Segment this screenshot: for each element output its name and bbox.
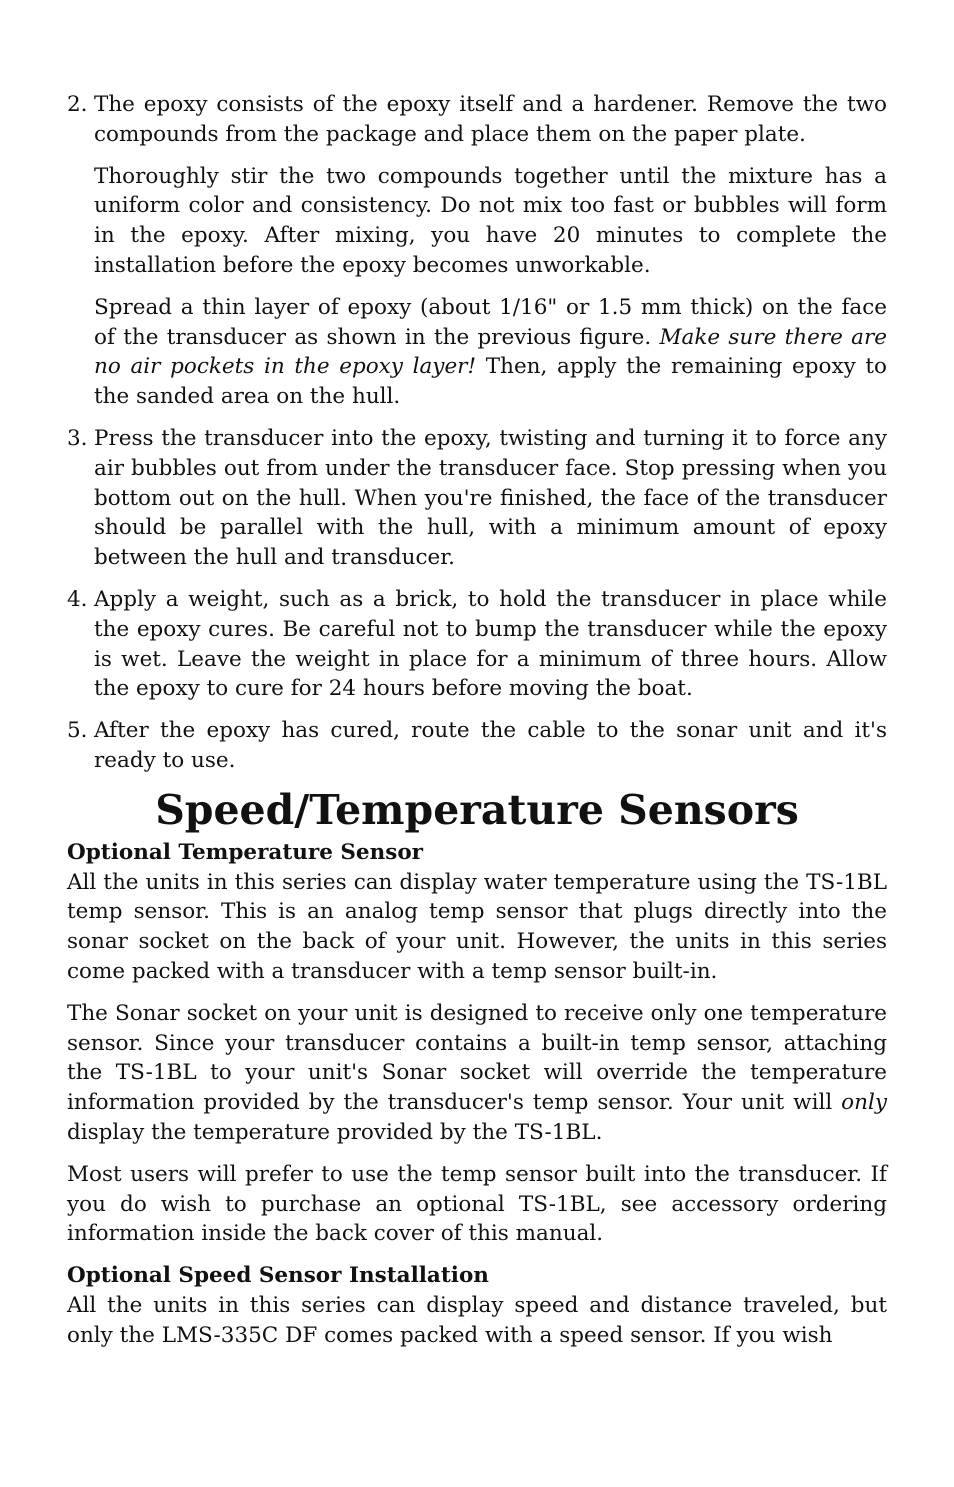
step-4-text: Apply a weight, such as a brick, to hold the transducer in place while the epoxy cures. Be careful not to bump the transducer while the epoxy is wet. Leave the weight in place for a minimum of three hours. Allow the epoxy to cure for 24 hours before moving the boat. <box>94 586 887 702</box>
temp-sensor-text-start: The Sonar socket on your unit is designed to receive only one temperature sensor. Since your transducer contains a built-in temp sensor, attaching the TS-1BL to your unit's Sonar socket will override the temperature information provided by the transducer's temp sensor. Your unit will <box>67 1000 887 1116</box>
air-pocket-warning: Make sure there are no air pockets in the epoxy layer! <box>94 324 887 380</box>
step-4 <box>67 585 887 704</box>
step-2-paragraph-1: The epoxy consists of the epoxy itself and a hardener. Remove the two compounds from the package and place them on the paper plate. <box>94 92 887 147</box>
step-number: 2. <box>67 92 88 117</box>
step-number: 5. <box>67 718 88 744</box>
step-5-text: After the epoxy has cured, route the cable to the sonar unit and it's ready to use. <box>94 718 887 773</box>
step-3-text: Press the transducer into the epoxy, twisting and turning it to force any air bubbles out from under the transducer face. Stop pressing when you bottom out on the hull. When you're finished, the face of the transducer should be parallel with the hull, with a minimum amount of epoxy between the hull and transducer. <box>94 425 887 571</box>
temp-sensor-paragraph-2 <box>67 999 887 1148</box>
temp-sensor-heading: Optional Temperature Sensor <box>67 839 424 865</box>
step-2-paragraph-2: Thoroughly stir the two compounds together until the mixture has a uniform color and consistency. Do not mix too fast or bubbles will form in the epoxy. After mixing, you have 20 minutes to complete the installation before the epoxy becomes unworkable. <box>94 163 887 278</box>
section-title: Speed/Temperature Sensors <box>155 785 799 834</box>
temp-sensor-paragraph-1: All the units in this series can display water temperature using the TS-1BL temp sensor. This is an analog temp sensor that plugs directly into the sonar socket on the back of your unit. However, the units in this series come packed with a transducer with a temp sensor built-in. <box>67 869 887 984</box>
speed-sensor-paragraph-1: All the units in this series can display speed and distance traveled, but only the LMS-335C DF comes packed with a speed sensor. If you wish <box>67 1292 887 1348</box>
manual-page <box>67 90 887 1350</box>
step-2-text-end: Then, apply the remaining epoxy to the sanded area on the hull. <box>94 354 887 410</box>
step-2 <box>67 90 887 412</box>
speed-sensor-heading: Optional Speed Sensor Installation <box>67 1263 489 1289</box>
step-2-text-start: Spread a thin layer of epoxy (about 1/16" or 1.5 mm thick) on the face of the transducer as shown in the previous figure. <box>94 294 887 350</box>
step-number: 3. <box>67 425 88 451</box>
temp-sensor-paragraph-3: Most users will prefer to use the temp sensor built into the transducer. If you do wish to purchase an optional TS-1BL, see accessory ordering information inside the back cover of this manual. <box>67 1161 887 1247</box>
step-3 <box>67 424 887 573</box>
step-number: 4. <box>67 586 88 612</box>
step-2-paragraph-3 <box>94 293 887 412</box>
only-emphasis: only <box>841 1090 887 1116</box>
step-5 <box>67 716 887 776</box>
temp-sensor-text-end: display the temperature provided by the TS-1BL. <box>67 1119 603 1145</box>
